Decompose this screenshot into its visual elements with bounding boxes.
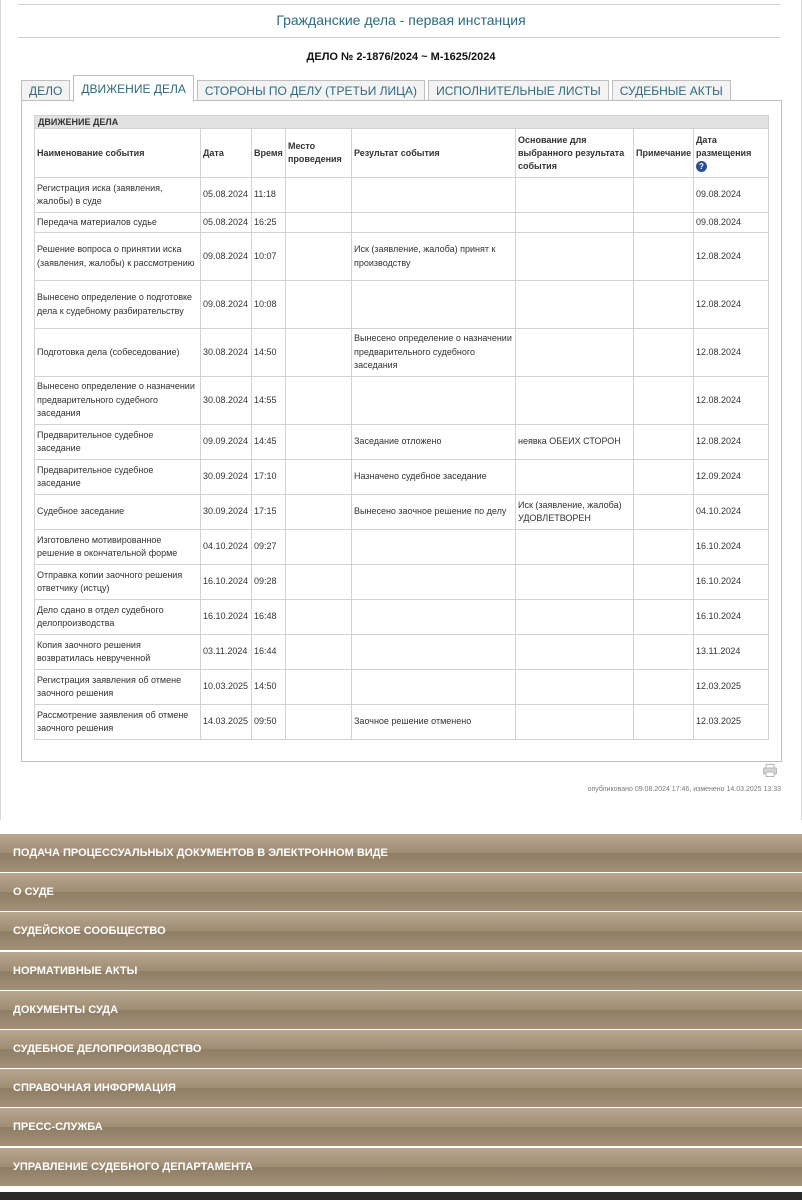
event-name-cell: Вынесено определение о назначении предварительного судебного заседания (35, 377, 201, 425)
time-cell: 10:08 (252, 281, 286, 329)
tab-parties[interactable]: СТОРОНЫ ПО ДЕЛУ (ТРЕТЬИ ЛИЦА) (197, 80, 425, 101)
note-cell (634, 377, 694, 425)
basis-cell (516, 281, 634, 329)
result-cell: Заседание отложено (352, 425, 516, 460)
table-row (35, 233, 769, 281)
top-divider (18, 4, 780, 5)
date-cell: 16.10.2024 (201, 600, 252, 635)
table-row (35, 213, 769, 233)
posted-date-cell: 16.10.2024 (694, 565, 769, 600)
menu-item-judicial-department[interactable]: УПРАВЛЕНИЕ СУДЕБНОГО ДЕПАРТАМЕНТА (0, 1148, 802, 1186)
event-name-cell: Судебное заседание (35, 495, 201, 530)
time-cell: 09:50 (252, 705, 286, 740)
note-cell (634, 565, 694, 600)
posted-date-cell: 09.08.2024 (694, 178, 769, 213)
table-row (35, 329, 769, 377)
date-cell: 03.11.2024 (201, 635, 252, 670)
menu-item-court-records[interactable]: СУДЕБНОЕ ДЕЛОПРОИЗВОДСТВО (0, 1030, 802, 1068)
place-cell (286, 670, 352, 705)
event-name-cell: Копия заочного решения возвратилась неврученной (35, 635, 201, 670)
time-cell: 14:50 (252, 670, 286, 705)
posted-date-cell: 09.08.2024 (694, 213, 769, 233)
date-cell: 05.08.2024 (201, 213, 252, 233)
posted-date-cell: 12.03.2025 (694, 705, 769, 740)
events-body (35, 178, 769, 740)
time-cell: 16:44 (252, 635, 286, 670)
menu-item-about-court[interactable]: О СУДЕ (0, 873, 802, 911)
tab-case[interactable]: ДЕЛО (21, 80, 70, 101)
title-divider (18, 37, 780, 38)
tab-court-acts[interactable]: СУДЕБНЫЕ АКТЫ (612, 80, 731, 101)
table-row (35, 377, 769, 425)
basis-cell: Иск (заявление, жалоба) УДОВЛЕТВОРЕН (516, 495, 634, 530)
table-row (35, 635, 769, 670)
date-cell: 04.10.2024 (201, 530, 252, 565)
menu-item-press-service[interactable]: ПРЕСС-СЛУЖБА (0, 1108, 802, 1146)
column-header-result: Результат события (352, 129, 516, 178)
column-header-basis: Основание для выбранного результата события (516, 129, 634, 178)
place-cell (286, 635, 352, 670)
time-cell: 09:28 (252, 565, 286, 600)
result-cell: Иск (заявление, жалоба) принят к производству (352, 233, 516, 281)
basis-cell (516, 233, 634, 281)
date-cell: 30.08.2024 (201, 377, 252, 425)
menu-item-judicial-community[interactable]: СУДЕЙСКОЕ СООБЩЕСТВО (0, 912, 802, 950)
date-cell: 14.03.2025 (201, 705, 252, 740)
time-cell: 16:25 (252, 213, 286, 233)
table-row (35, 495, 769, 530)
event-name-cell: Предварительное судебное заседание (35, 425, 201, 460)
event-name-cell: Подготовка дела (собеседование) (35, 329, 201, 377)
basis-cell (516, 635, 634, 670)
date-cell: 05.08.2024 (201, 178, 252, 213)
posted-date-cell: 12.03.2025 (694, 670, 769, 705)
note-cell (634, 329, 694, 377)
posted-date-cell: 16.10.2024 (694, 600, 769, 635)
place-cell (286, 495, 352, 530)
basis-cell (516, 377, 634, 425)
posted-date-cell: 12.08.2024 (694, 329, 769, 377)
time-cell: 17:15 (252, 495, 286, 530)
note-cell (634, 460, 694, 495)
table-row (35, 705, 769, 740)
column-header-note: Примечание (634, 129, 694, 178)
case-events-table (34, 115, 769, 740)
date-cell: 30.09.2024 (201, 460, 252, 495)
event-name-cell: Передача материалов судье (35, 213, 201, 233)
note-cell (634, 425, 694, 460)
event-name-cell: Рассмотрение заявления об отмене заочного решения (35, 705, 201, 740)
time-cell: 09:27 (252, 530, 286, 565)
column-header-event: Наименование события (35, 129, 201, 178)
note-cell (634, 635, 694, 670)
note-cell (634, 233, 694, 281)
table-row (35, 281, 769, 329)
footer-strip (0, 1192, 802, 1200)
posted-date-cell: 12.09.2024 (694, 460, 769, 495)
event-name-cell: Изготовлено мотивированное решение в окончательной форме (35, 530, 201, 565)
result-cell (352, 530, 516, 565)
place-cell (286, 281, 352, 329)
basis-cell (516, 705, 634, 740)
place-cell (286, 565, 352, 600)
result-cell (352, 670, 516, 705)
table-row (35, 530, 769, 565)
printer-icon[interactable] (763, 764, 777, 777)
column-header-place: Место проведения (286, 129, 352, 178)
event-name-cell: Дело сдано в отдел судебного делопроизводства (35, 600, 201, 635)
time-cell: 17:10 (252, 460, 286, 495)
note-cell (634, 705, 694, 740)
place-cell (286, 233, 352, 281)
place-cell (286, 705, 352, 740)
posted-date-cell: 13.11.2024 (694, 635, 769, 670)
tab-case-movement[interactable]: ДВИЖЕНИЕ ДЕЛА (73, 75, 193, 102)
page-title: Гражданские дела - первая инстанция (276, 12, 526, 28)
basis-cell: неявка ОБЕИХ СТОРОН (516, 425, 634, 460)
table-row (35, 600, 769, 635)
posted-date-cell: 12.08.2024 (694, 281, 769, 329)
posted-date-cell: 12.08.2024 (694, 233, 769, 281)
column-header-date: Дата (201, 129, 252, 178)
result-cell: Назначено судебное заседание (352, 460, 516, 495)
date-cell: 30.09.2024 (201, 495, 252, 530)
result-cell: Заочное решение отменено (352, 705, 516, 740)
place-cell (286, 178, 352, 213)
date-cell: 09.08.2024 (201, 233, 252, 281)
note-cell (634, 600, 694, 635)
time-cell: 14:50 (252, 329, 286, 377)
menu-item-normative-acts[interactable]: НОРМАТИВНЫЕ АКТЫ (0, 952, 802, 990)
column-header-posted-date (694, 129, 769, 178)
basis-cell (516, 460, 634, 495)
posted-date-cell: 16.10.2024 (694, 530, 769, 565)
case-number: ДЕЛО № 2-1876/2024 ~ М-1625/2024 (306, 51, 496, 63)
basis-cell (516, 670, 634, 705)
place-cell (286, 377, 352, 425)
case-tabs (21, 74, 734, 101)
date-cell: 09.08.2024 (201, 281, 252, 329)
menu-item-court-documents[interactable]: ДОКУМЕНТЫ СУДА (0, 991, 802, 1029)
result-cell: Вынесено определение о назначении предварительного судебного заседания (352, 329, 516, 377)
tab-writs-of-execution[interactable]: ИСПОЛНИТЕЛЬНЫЕ ЛИСТЫ (428, 80, 609, 101)
case-movement-panel (21, 100, 782, 762)
date-cell: 09.09.2024 (201, 425, 252, 460)
time-cell: 16:48 (252, 600, 286, 635)
result-cell (352, 281, 516, 329)
result-cell (352, 635, 516, 670)
place-cell (286, 530, 352, 565)
date-cell: 10.03.2025 (201, 670, 252, 705)
posted-date-cell: 12.08.2024 (694, 425, 769, 460)
event-name-cell: Отправка копии заочного решения ответчику (истцу) (35, 565, 201, 600)
place-cell (286, 460, 352, 495)
table-caption: ДВИЖЕНИЕ ДЕЛА (35, 116, 769, 129)
menu-item-electronic-filing[interactable]: ПОДАЧА ПРОЦЕССУАЛЬНЫХ ДОКУМЕНТОВ В ЭЛЕКТРОННОМ ВИДЕ (0, 834, 802, 872)
column-header-time: Время (252, 129, 286, 178)
event-name-cell: Предварительное судебное заседание (35, 460, 201, 495)
event-name-cell: Регистрация иска (заявления, жалобы) в суде (35, 178, 201, 213)
time-cell: 14:55 (252, 377, 286, 425)
note-cell (634, 530, 694, 565)
note-cell (634, 178, 694, 213)
note-cell (634, 213, 694, 233)
place-cell (286, 600, 352, 635)
result-cell: Вынесено заочное решение по делу (352, 495, 516, 530)
posted-date-cell: 04.10.2024 (694, 495, 769, 530)
posted-date-header-label: Дата размещения (696, 134, 752, 158)
basis-cell (516, 565, 634, 600)
table-row (35, 460, 769, 495)
basis-cell (516, 600, 634, 635)
result-cell (352, 178, 516, 213)
note-cell (634, 670, 694, 705)
event-name-cell: Регистрация заявления об отмене заочного решения (35, 670, 201, 705)
result-cell (352, 600, 516, 635)
basis-cell (516, 178, 634, 213)
table-row (35, 178, 769, 213)
posted-date-cell: 12.08.2024 (694, 377, 769, 425)
time-cell: 10:07 (252, 233, 286, 281)
event-name-cell: Решение вопроса о принятии иска (заявления, жалобы) к рассмотрению (35, 233, 201, 281)
table-row (35, 670, 769, 705)
menu-item-reference-info[interactable]: СПРАВОЧНАЯ ИНФОРМАЦИЯ (0, 1069, 802, 1107)
time-cell: 11:18 (252, 178, 286, 213)
basis-cell (516, 530, 634, 565)
table-row (35, 565, 769, 600)
place-cell (286, 213, 352, 233)
event-name-cell: Вынесено определение о подготовке дела к судебному разбирательству (35, 281, 201, 329)
result-cell (352, 565, 516, 600)
table-row (35, 425, 769, 460)
time-cell: 14:45 (252, 425, 286, 460)
date-cell: 16.10.2024 (201, 565, 252, 600)
place-cell (286, 425, 352, 460)
published-info: опубликовано 09.08.2024 17:46, изменено 14.03.2025 13:33 (587, 786, 781, 793)
basis-cell (516, 329, 634, 377)
help-icon[interactable]: ? (696, 161, 707, 172)
place-cell (286, 329, 352, 377)
result-cell (352, 377, 516, 425)
basis-cell (516, 213, 634, 233)
note-cell (634, 495, 694, 530)
date-cell: 30.08.2024 (201, 329, 252, 377)
result-cell (352, 213, 516, 233)
note-cell (634, 281, 694, 329)
site-menu (0, 834, 802, 1187)
